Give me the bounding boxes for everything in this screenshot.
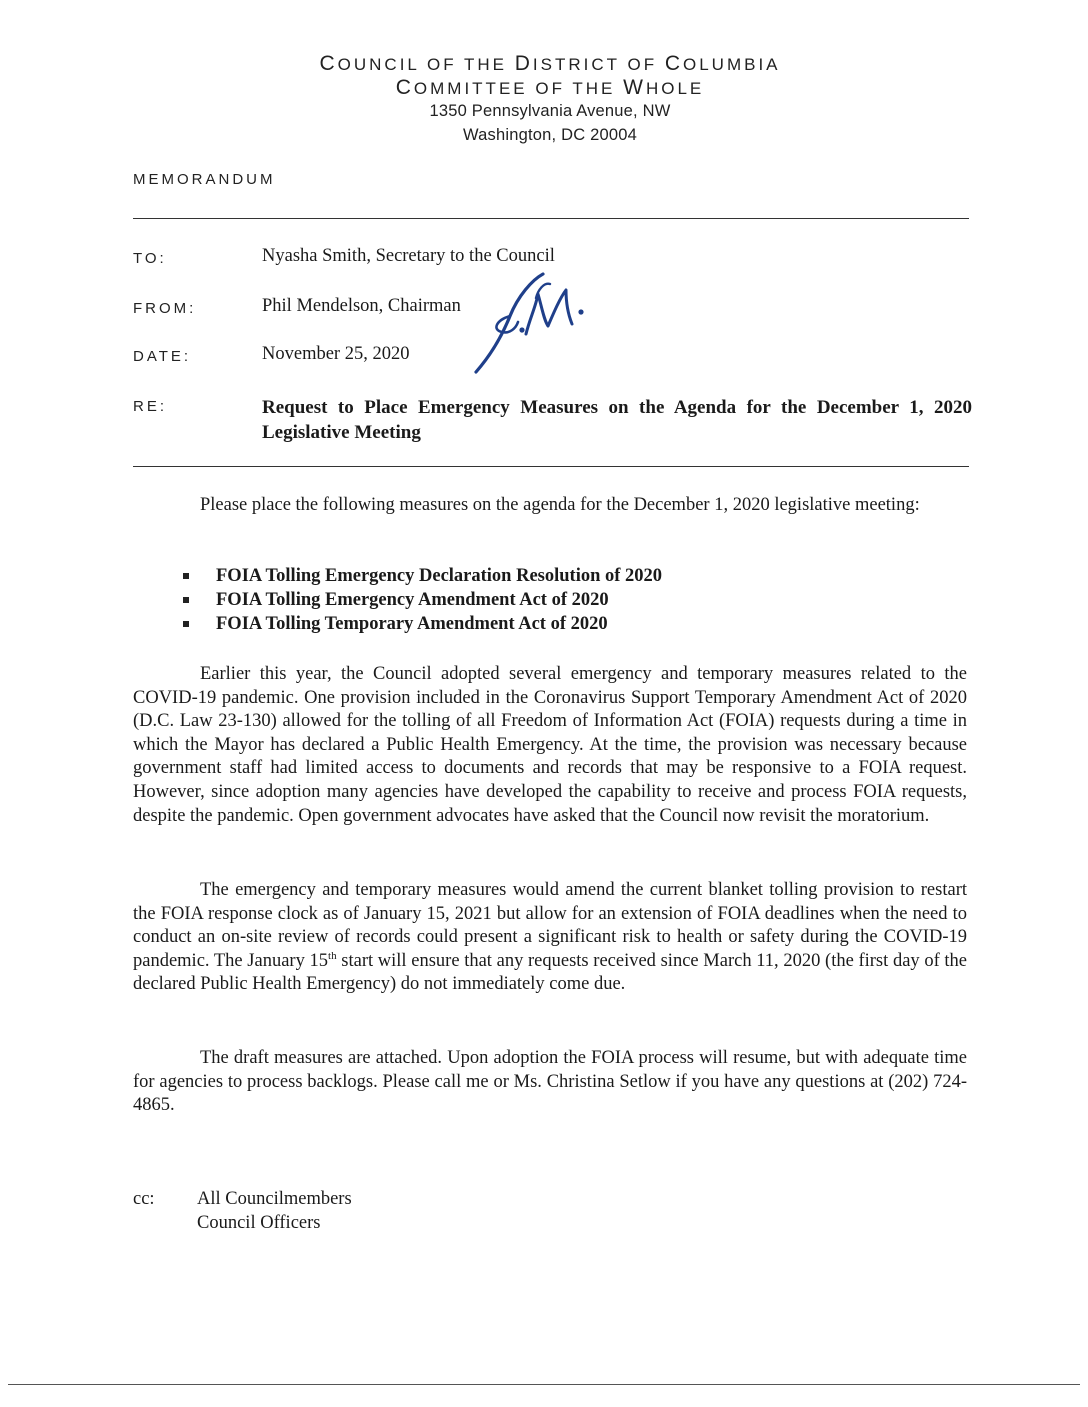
measure-1: FOIA Tolling Emergency Declaration Resolution of 2020 bbox=[216, 566, 663, 586]
list-item bbox=[183, 565, 662, 589]
paragraph-2-text-b: start will ensure that any requests received since March 11, 2020 (the first day of the declared Public Health Emergency) do not immediately come due. bbox=[133, 950, 968, 995]
memorandum-label: MEMORANDUM bbox=[133, 171, 276, 188]
date-value: November 25, 2020 bbox=[262, 344, 410, 364]
ordinal-superscript: th bbox=[328, 949, 337, 962]
cc-recipient-officers: Council Officers bbox=[197, 1213, 321, 1233]
letterhead-line-council bbox=[0, 52, 1088, 76]
letterhead-line-committee bbox=[0, 76, 1088, 100]
paragraph-2-text-a: The emergency and temporary measures would amend the current blanket tolling provision to restart the FOIA response clock as of January 15, 2021 but allow for an extension of FOIA deadlines when the need to conduct an on-site review of records could present a significant risk to health or safety during the COVID-19 pandemic. The January 15 bbox=[133, 880, 967, 971]
signature-dot-1 bbox=[519, 327, 524, 332]
bottom-divider bbox=[8, 1384, 1080, 1385]
measure-3: FOIA Tolling Temporary Amendment Act of 2020 bbox=[216, 613, 608, 634]
signature-dot-2 bbox=[578, 309, 583, 314]
letterhead-address-city: Washington, DC 20004 bbox=[463, 126, 637, 144]
letterhead-address-street: 1350 Pennsylvania Avenue, NW bbox=[429, 102, 671, 120]
letterhead-committee-text: COMMITTEE OF THE WHOLE bbox=[395, 76, 705, 99]
bullet-square-icon bbox=[183, 597, 189, 603]
cc-recipient-councilmembers: All Councilmembers bbox=[197, 1189, 352, 1209]
signature-strokes bbox=[476, 274, 572, 372]
paragraph-1-text: Earlier this year, the Council adopted several emergency and temporary measures related to the COVID-19 pandemic. One provision included in the Coronavirus Support Temporary Amendment Act of 2020 (D.C. Law 23-130) allowed for the tolling of all Freedom of Information Act (FOIA) requests during a time in which the Mayor has declared a Public Health Emergency. At the time, the provision was necessary because government staff had limited access to documents and records that may be responsive to a FOIA request. However, since adoption many agencies have developed the capability to receive and process FOIA requests, despite the pandemic. Open government advocates have asked that the Council now revisit the moratorium. bbox=[133, 664, 967, 826]
paragraph-closing bbox=[133, 1047, 967, 1118]
list-item bbox=[183, 613, 662, 637]
letterhead-council-text: COUNCIL OF THE DISTRICT OF COLUMBIA bbox=[319, 52, 781, 75]
top-divider bbox=[133, 218, 969, 219]
measure-2: FOIA Tolling Emergency Amendment Act of 2020 bbox=[216, 589, 609, 610]
re-label: RE: bbox=[133, 398, 168, 415]
from-value: Phil Mendelson, Chairman bbox=[262, 296, 461, 316]
to-label: TO: bbox=[133, 250, 167, 267]
list-item bbox=[183, 589, 662, 613]
paragraph-covid-background bbox=[133, 663, 967, 828]
signature-initials bbox=[466, 268, 596, 376]
date-label: DATE: bbox=[133, 348, 192, 365]
cc-label: cc: bbox=[133, 1189, 155, 1209]
middle-divider bbox=[133, 466, 969, 467]
paragraph-measures-description bbox=[133, 879, 967, 997]
paragraph-3-text: The draft measures are attached. Upon adoption the FOIA process will resume, but with adequate time for agencies to process backlogs. Please call me or Ms. Christina Setlow if you have any questions at (202) 724-4865. bbox=[133, 1048, 967, 1116]
measures-list bbox=[183, 565, 662, 636]
intro-paragraph bbox=[133, 494, 967, 518]
re-subject: Request to Place Emergency Measures on the Agenda for the December 1, 2020 Legislative Meeting bbox=[262, 397, 972, 443]
intro-text: Please place the following measures on the agenda for the December 1, 2020 legislative meeting: bbox=[200, 495, 920, 515]
to-value: Nyasha Smith, Secretary to the Council bbox=[262, 246, 555, 266]
from-label: FROM: bbox=[133, 300, 197, 317]
bullet-square-icon bbox=[183, 621, 189, 627]
bullet-square-icon bbox=[183, 573, 189, 579]
